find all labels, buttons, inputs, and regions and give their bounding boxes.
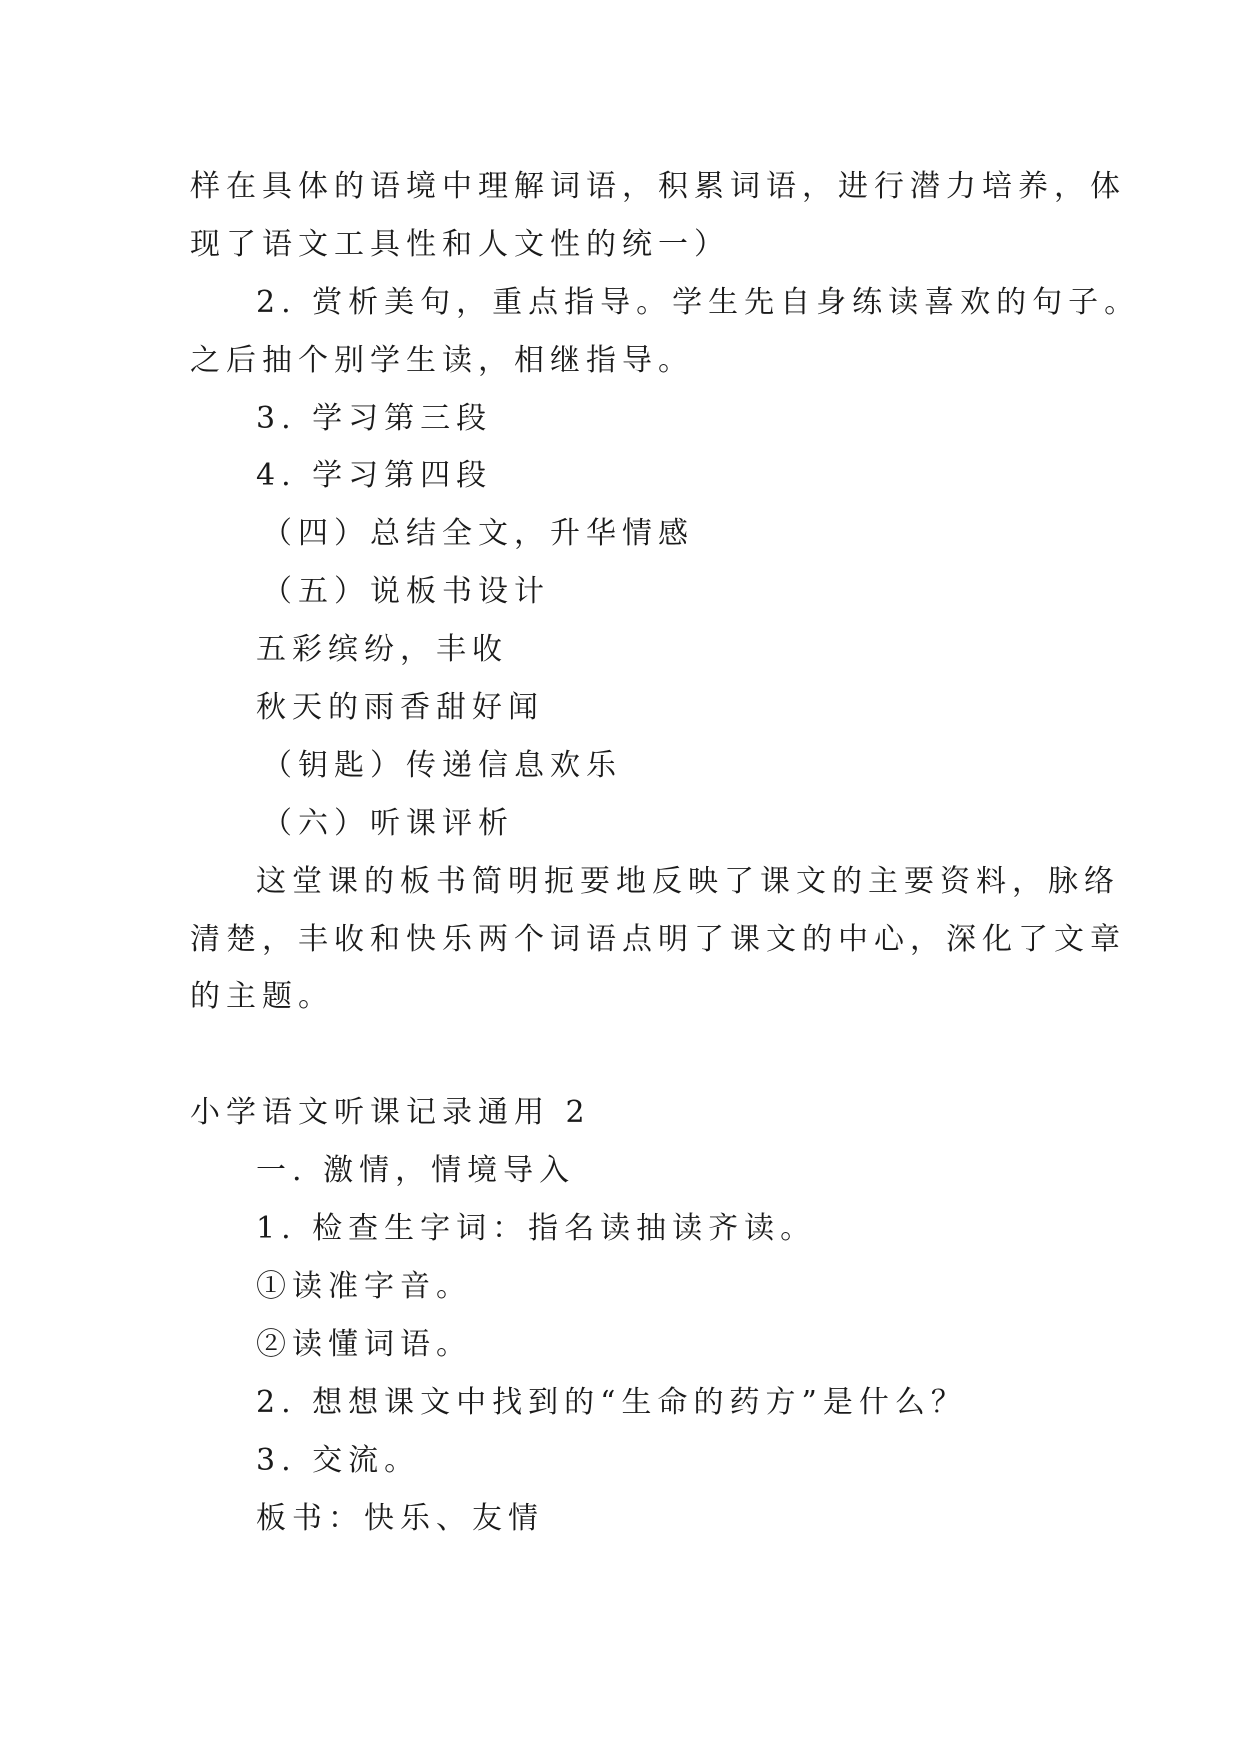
- paragraph-line: 的主题。: [190, 979, 334, 1014]
- list-item: 4. 学习第四段: [256, 458, 493, 493]
- paragraph-line: 现了语文工具性和人文性的统一）: [190, 227, 730, 262]
- list-item: 3. 交流。: [256, 1443, 421, 1478]
- section-heading: 一. 激情，情境导入: [256, 1153, 576, 1188]
- board-line: 板书：快乐、友情: [256, 1501, 544, 1536]
- list-item: 3. 学习第三段: [256, 401, 493, 436]
- section-heading: （六）听课评析: [262, 806, 514, 841]
- list-item: ②读懂词语。: [256, 1327, 472, 1362]
- section-heading: （五）说板书设计: [262, 574, 550, 609]
- board-line: 五彩缤纷，丰收: [256, 632, 508, 667]
- paragraph-line: 清楚，丰收和快乐两个词语点明了课文的中心，深化了文章: [190, 922, 1126, 957]
- list-item: ①读准字音。: [256, 1269, 472, 1304]
- paragraph-line: 样在具体的语境中理解词语，积累词语，进行潜力培养，体: [190, 169, 1126, 204]
- board-line: 秋天的雨香甜好闻: [256, 690, 544, 725]
- board-line: （钥匙）传递信息欢乐: [262, 748, 622, 783]
- section-heading: （四）总结全文，升华情感: [262, 516, 694, 551]
- paragraph-line: 2. 赏析美句，重点指导。学生先自身练读喜欢的句子。: [256, 285, 1141, 320]
- document-title: 小学语文听课记录通用 2: [190, 1095, 591, 1130]
- paragraph-line: 这堂课的板书简明扼要地反映了课文的主要资料，脉络: [256, 864, 1120, 899]
- list-item: 1. 检查生字词：指名读抽读齐读。: [256, 1211, 817, 1246]
- paragraph-line: 之后抽个别学生读，相继指导。: [190, 343, 694, 378]
- list-item: 2. 想想课文中找到的“生命的药方”是什么？: [256, 1385, 967, 1420]
